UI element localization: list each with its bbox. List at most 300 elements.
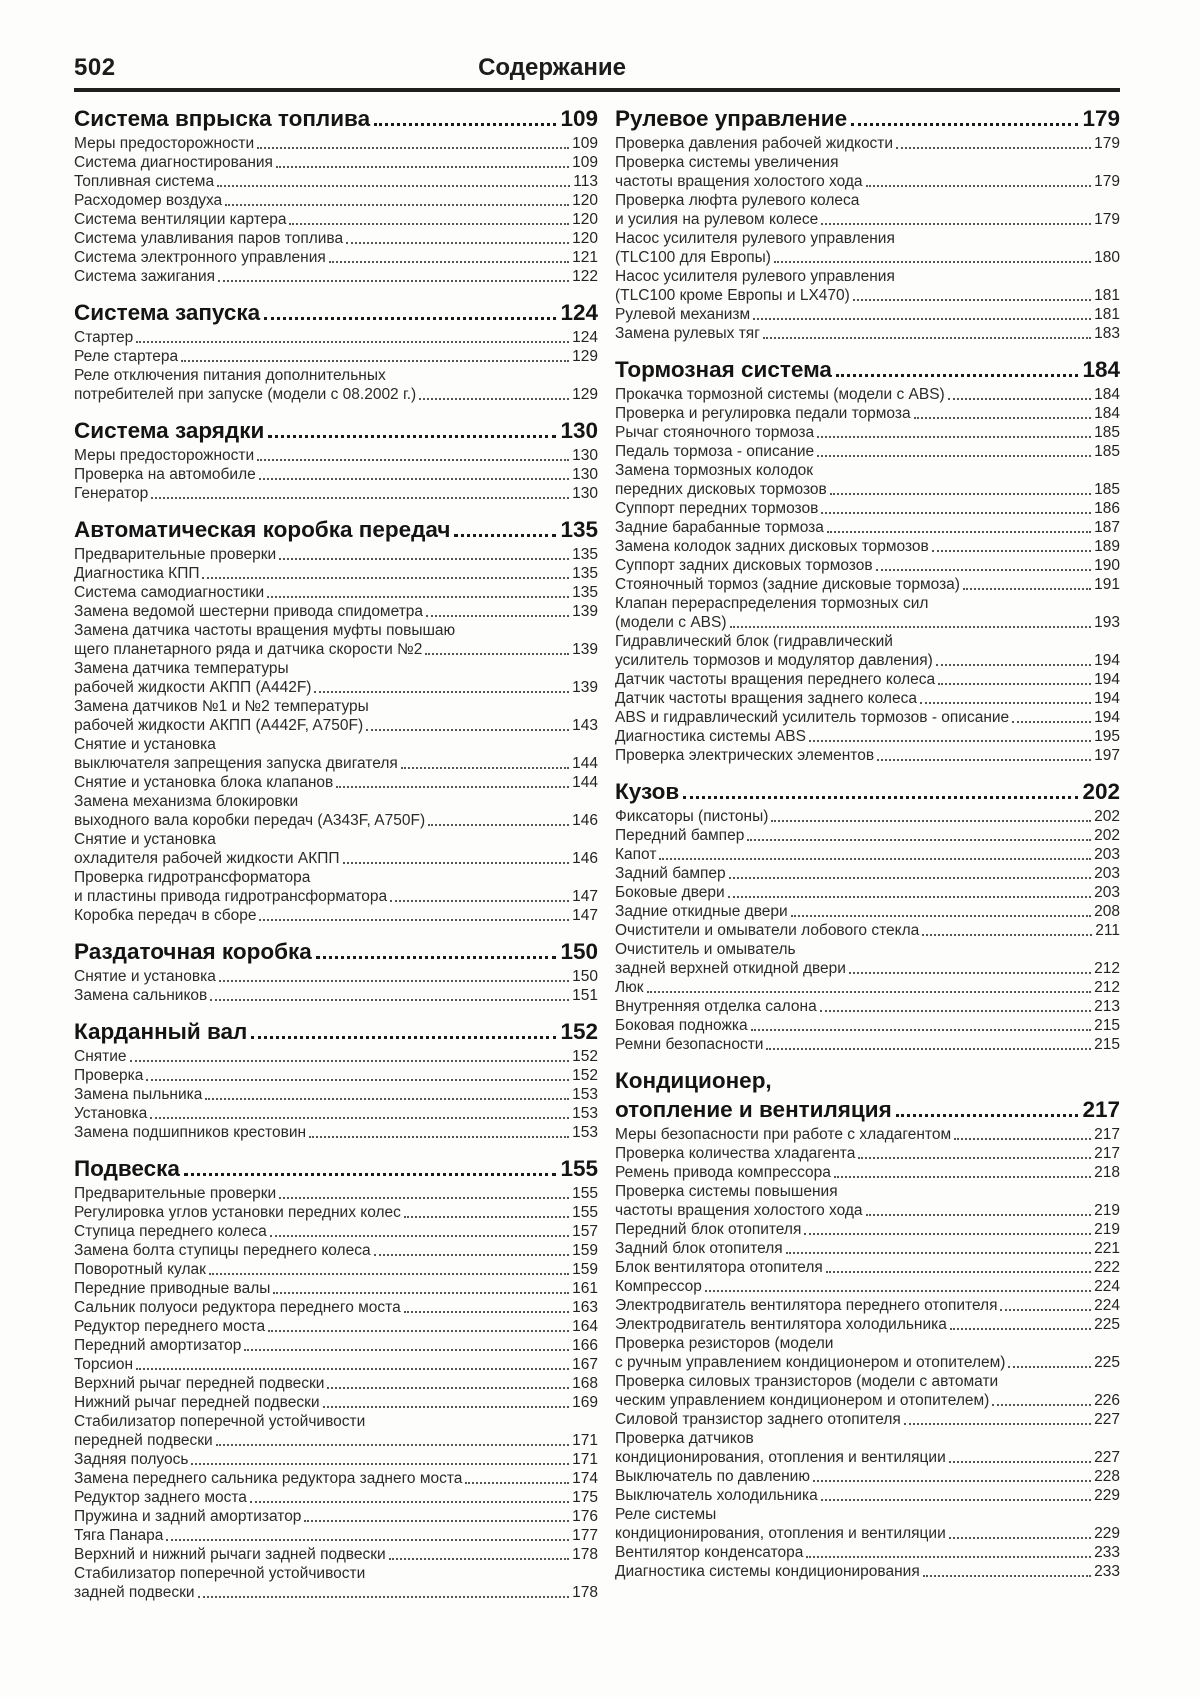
entry-text: Проверка количества хладагента	[615, 1145, 856, 1162]
dot-leader	[923, 1575, 1091, 1577]
section-page-number: 135	[560, 517, 598, 542]
entry-text: Проверка системы увеличения	[615, 154, 839, 171]
toc-entry-row	[615, 1410, 1120, 1429]
toc-entry-row	[615, 1448, 1120, 1467]
entry-page-number: 129	[572, 386, 598, 403]
toc-section	[74, 1018, 598, 1142]
toc-section	[615, 1067, 1120, 1581]
entry-text: охладителя рабочей жидкости АКПП	[74, 850, 340, 867]
toc-entry-row	[74, 347, 598, 366]
toc-column-left	[74, 105, 598, 1615]
entry-text: Суппорт задних дисковых тормозов	[615, 557, 873, 574]
toc-entry-row	[615, 404, 1120, 423]
section-title-row	[615, 778, 1120, 805]
dot-leader	[904, 1423, 1091, 1425]
entry-page-number: 161	[572, 1280, 598, 1297]
dot-leader	[304, 1520, 569, 1522]
entry-text: Система зажигания	[74, 268, 216, 285]
toc-entry-row	[615, 1220, 1120, 1239]
dot-leader	[426, 615, 569, 617]
toc-entry-row	[615, 210, 1120, 229]
entry-text: Меры предосторожности	[74, 135, 255, 152]
dot-leader	[728, 896, 1091, 898]
entry-page-number: 190	[1094, 557, 1120, 574]
entry-text: Система электронного управления	[74, 249, 326, 266]
entry-text: Прокачка тормозной системы (модели с ABS)	[615, 386, 945, 403]
entry-text: Реле отключения питания дополнительных	[74, 367, 386, 384]
toc-entry-row	[74, 564, 598, 583]
section-title-text: Кузов	[615, 779, 680, 804]
entry-page-number: 135	[572, 584, 598, 601]
toc-section	[74, 1155, 598, 1602]
toc-entry-row	[74, 830, 598, 849]
entry-text: Выключатель по давлению	[615, 1468, 810, 1485]
toc-entry-row	[615, 191, 1120, 210]
entry-page-number: 213	[1094, 998, 1120, 1015]
toc-entry-row	[615, 708, 1120, 727]
toc-entry-row	[615, 1505, 1120, 1524]
dot-leader	[316, 956, 557, 959]
section-title-text: Система запуска	[74, 300, 261, 325]
toc-entry-row	[74, 1393, 598, 1412]
entry-page-number: 221	[1094, 1240, 1120, 1257]
toc-entry-row	[74, 1507, 598, 1526]
entry-page-number: 122	[572, 268, 598, 285]
entry-text: частоты вращения холостого хода	[615, 1202, 863, 1219]
toc-columns	[74, 105, 1120, 1615]
dot-leader	[465, 1482, 569, 1484]
dot-leader	[268, 1330, 569, 1332]
toc-entry-row	[74, 191, 598, 210]
toc-entry-row	[74, 1488, 598, 1507]
dot-leader	[268, 435, 556, 438]
entry-text: Проверка люфта рулевого колеса	[615, 192, 860, 209]
entry-page-number: 178	[572, 1584, 598, 1601]
entry-text: Замена датчика температуры	[74, 660, 289, 677]
toc-entry-row	[74, 735, 598, 754]
entry-text: Стояночный тормоз (задние дисковые тормоза)	[615, 576, 960, 593]
entry-page-number: 193	[1094, 614, 1120, 631]
dot-leader	[279, 1197, 569, 1199]
toc-entry-row	[615, 229, 1120, 248]
toc-entry-row	[615, 134, 1120, 153]
entry-page-number: 222	[1094, 1259, 1120, 1276]
toc-entry-row	[615, 632, 1120, 651]
toc-entry-row	[74, 967, 598, 986]
dot-leader	[821, 512, 1091, 514]
entry-text: Замена механизма блокировки	[74, 793, 299, 810]
entry-text: Замена тормозных колодок	[615, 462, 814, 479]
dot-leader	[343, 862, 570, 864]
toc-entry-row	[74, 366, 598, 385]
entry-text: с ручным управлением кондиционером и отопителем)	[615, 1354, 1006, 1371]
entry-text: Передний бампер	[615, 827, 745, 844]
section-title-text: Система зарядки	[74, 418, 265, 443]
entry-text: Фиксаторы (пистоны)	[615, 808, 769, 825]
entry-text: Стабилизатор поперечной устойчивости	[74, 1413, 366, 1430]
entry-page-number: 175	[572, 1489, 598, 1506]
dot-leader	[404, 1311, 569, 1313]
entry-text: Диагностика системы кондиционирования	[615, 1563, 920, 1580]
entry-page-number: 194	[1094, 671, 1120, 688]
toc-entry-row	[615, 1315, 1120, 1334]
toc-entry-row	[615, 940, 1120, 959]
toc-entry-row	[74, 1450, 598, 1469]
toc-entry-row	[74, 1222, 598, 1241]
toc-section	[74, 417, 598, 503]
dot-leader	[804, 1233, 1091, 1235]
dot-leader	[948, 398, 1091, 400]
entry-page-number: 184	[1094, 386, 1120, 403]
dot-leader	[1008, 1366, 1091, 1368]
toc-entry-row	[615, 1562, 1120, 1581]
entry-page-number: 194	[1094, 709, 1120, 726]
entry-page-number: 233	[1094, 1544, 1120, 1561]
entry-text: Предварительные проверки	[74, 546, 277, 563]
dot-leader	[184, 1173, 557, 1176]
dot-leader	[806, 1556, 1091, 1558]
toc-entry-row	[74, 1317, 598, 1336]
entry-text: Задний блок отопителя	[615, 1240, 783, 1257]
entry-page-number: 167	[572, 1356, 598, 1373]
dot-leader	[346, 242, 569, 244]
entry-text: (TLC100 для Европы)	[615, 249, 771, 266]
entry-text: рабочей жидкости АКПП (A442F, A750F)	[74, 717, 364, 734]
section-page-number: 152	[560, 1019, 598, 1044]
entry-text: Сальник полуоси редуктора переднего моста	[74, 1299, 401, 1316]
toc-entry-row	[615, 727, 1120, 746]
dot-leader	[419, 398, 569, 400]
toc-entry-row	[74, 1123, 598, 1142]
section-title-row	[615, 105, 1120, 132]
toc-entry-row	[74, 697, 598, 716]
dot-leader	[336, 786, 569, 788]
toc-entry-row	[74, 328, 598, 347]
dot-leader	[920, 702, 1091, 704]
entry-page-number: 203	[1094, 865, 1120, 882]
toc-entry-row	[615, 385, 1120, 404]
entry-page-number: 146	[572, 850, 598, 867]
entry-text: Снятие и установка	[74, 968, 216, 985]
entry-page-number: 153	[572, 1086, 598, 1103]
dot-leader	[830, 493, 1091, 495]
entry-page-number: 203	[1094, 846, 1120, 863]
section-page-number: 155	[560, 1156, 598, 1181]
entry-text: ческим управлением кондиционером и отопителем)	[615, 1392, 990, 1409]
toc-entry-row	[615, 1182, 1120, 1201]
dot-leader	[963, 588, 1091, 590]
entry-text: Редуктор переднего моста	[74, 1318, 266, 1335]
entry-page-number: 146	[572, 812, 598, 829]
dot-leader	[216, 1444, 569, 1446]
entry-text: Замена пыльника	[74, 1086, 203, 1103]
entry-text: Проверка датчиков	[615, 1430, 754, 1447]
dot-leader	[751, 1029, 1092, 1031]
toc-entry-row	[615, 518, 1120, 537]
toc-entry-row	[615, 826, 1120, 845]
dot-leader	[257, 147, 569, 149]
dot-leader	[259, 478, 569, 480]
section-title-text: Тормозная система	[615, 357, 832, 382]
entry-text: Меры предосторожности	[74, 447, 255, 464]
entry-page-number: 169	[572, 1394, 598, 1411]
dot-leader	[270, 1235, 569, 1237]
section-page-number: 179	[1082, 106, 1120, 131]
toc-section	[74, 299, 598, 404]
dot-leader	[992, 1404, 1091, 1406]
entry-text: Педаль тормоза - описание	[615, 443, 815, 460]
entry-page-number: 227	[1094, 1449, 1120, 1466]
entry-page-number: 124	[572, 329, 598, 346]
entry-text: Стартер	[74, 329, 134, 346]
toc-entry-row	[615, 1163, 1120, 1182]
section-title-row	[74, 1155, 598, 1182]
entry-text: Задние барабанные тормоза	[615, 519, 824, 536]
entry-text: задней верхней откидной двери	[615, 960, 846, 977]
entry-text: Диагностика системы ABS	[615, 728, 806, 745]
dot-leader	[209, 1273, 569, 1275]
toc-entry-row	[615, 883, 1120, 902]
entry-text: Ступица переднего колеса	[74, 1223, 267, 1240]
entry-page-number: 225	[1094, 1354, 1120, 1371]
entry-page-number: 168	[572, 1375, 598, 1392]
dot-leader	[853, 299, 1091, 301]
dot-leader	[257, 459, 569, 461]
entry-page-number: 155	[572, 1185, 598, 1202]
toc-entry-row	[74, 1066, 598, 1085]
dot-leader	[264, 317, 556, 320]
toc-entry-row	[615, 959, 1120, 978]
entry-page-number: 215	[1094, 1017, 1120, 1034]
toc-entry-row	[615, 1467, 1120, 1486]
entry-page-number: 130	[572, 466, 598, 483]
toc-entry-row	[74, 465, 598, 484]
entry-page-number: 211	[1095, 922, 1120, 939]
entry-page-number: 225	[1094, 1316, 1120, 1333]
toc-entry-row	[615, 1429, 1120, 1448]
section-title-row	[615, 1067, 1120, 1094]
entry-page-number: 177	[572, 1527, 598, 1544]
toc-entry-row	[74, 248, 598, 267]
entry-page-number: 186	[1094, 500, 1120, 517]
entry-page-number: 219	[1094, 1202, 1120, 1219]
entry-page-number: 147	[572, 907, 598, 924]
entry-text: Предварительные проверки	[74, 1185, 277, 1202]
entry-page-number: 152	[572, 1067, 598, 1084]
section-title-text: Кондиционер,	[615, 1068, 772, 1093]
section-page-number: 184	[1082, 357, 1120, 382]
dot-leader	[763, 337, 1091, 339]
toc-entry-row	[74, 1412, 598, 1431]
entry-text: Система вентиляции картера	[74, 211, 287, 228]
dot-leader	[817, 455, 1091, 457]
dot-leader	[401, 767, 569, 769]
entry-text: Верхний и нижний рычаги задней подвески	[74, 1546, 386, 1563]
entry-text: Проверка силовых транзисторов (модели с автомати	[615, 1373, 999, 1390]
entry-page-number: 130	[572, 447, 598, 464]
toc-entry-row	[74, 484, 598, 503]
entry-page-number: 219	[1094, 1221, 1120, 1238]
toc-entry-row	[74, 172, 598, 191]
entry-text: Снятие и установка блока клапанов	[74, 774, 334, 791]
toc-entry-row	[74, 1526, 598, 1545]
entry-page-number: 194	[1094, 690, 1120, 707]
dot-leader	[366, 729, 569, 731]
entry-page-number: 202	[1094, 808, 1120, 825]
entry-page-number: 197	[1094, 747, 1120, 764]
toc-entry-row	[74, 773, 598, 792]
toc-entry-row	[74, 1298, 598, 1317]
entry-page-number: 181	[1094, 306, 1120, 323]
dot-leader	[730, 626, 1092, 628]
entry-page-number: 155	[572, 1204, 598, 1221]
toc-entry-row	[74, 1583, 598, 1602]
toc-entry-row	[615, 153, 1120, 172]
dot-leader	[876, 569, 1092, 571]
entry-page-number: 113	[573, 173, 598, 190]
toc-entry-row	[615, 1543, 1120, 1562]
dot-leader	[323, 1406, 570, 1408]
dot-leader	[259, 919, 569, 921]
entry-page-number: 208	[1094, 903, 1120, 920]
entry-page-number: 109	[572, 154, 598, 171]
entry-page-number: 227	[1094, 1411, 1120, 1428]
entry-text: Замена датчика частоты вращения муфты повышаю	[74, 622, 456, 639]
dot-leader	[809, 740, 1091, 742]
entry-text: передней подвески	[74, 1432, 213, 1449]
dot-leader	[949, 1537, 1091, 1539]
entry-text: Ремень привода компрессора	[615, 1164, 831, 1181]
toc-entry-row	[74, 792, 598, 811]
toc-entry-row	[615, 480, 1120, 499]
toc-entry-row	[74, 1545, 598, 1564]
section-page-number: 109	[560, 106, 598, 131]
dot-leader	[279, 558, 569, 560]
entry-text: Редуктор заднего моста	[74, 1489, 247, 1506]
dot-leader	[938, 683, 1091, 685]
toc-entry-row	[615, 807, 1120, 826]
toc-entry-row	[615, 537, 1120, 556]
entry-text: Диагностика КПП	[74, 565, 200, 582]
dot-leader	[866, 1214, 1092, 1216]
entry-page-number: 152	[572, 1048, 598, 1065]
toc-entry-row	[74, 446, 598, 465]
dot-leader	[866, 185, 1092, 187]
entry-text: Боковые двери	[615, 884, 725, 901]
toc-entry-row	[74, 716, 598, 735]
toc-entry-row	[615, 997, 1120, 1016]
entry-page-number: 224	[1094, 1297, 1120, 1314]
entry-text: Насос усилителя рулевого управления	[615, 268, 895, 285]
entry-text: Передний амортизатор	[74, 1337, 242, 1354]
section-page-number: 150	[560, 939, 598, 964]
dot-leader	[851, 123, 1078, 126]
entry-page-number: 224	[1094, 1278, 1120, 1295]
toc-entry-row	[615, 575, 1120, 594]
entry-text: Расходомер воздуха	[74, 192, 223, 209]
toc-entry-row	[615, 1486, 1120, 1505]
entry-page-number: 135	[572, 546, 598, 563]
toc-entry-row	[615, 1524, 1120, 1543]
toc-entry-row	[74, 1085, 598, 1104]
entry-page-number: 203	[1094, 884, 1120, 901]
entry-text: Блок вентилятора отопителя	[615, 1259, 823, 1276]
entry-text: Задняя полуось	[74, 1451, 189, 1468]
section-title-row	[74, 516, 598, 543]
entry-text: Замена колодок задних дисковых тормозов	[615, 538, 929, 555]
entry-text: Система самодиагностики	[74, 584, 265, 601]
entry-page-number: 191	[1094, 576, 1120, 593]
entry-text: (TLC100 кроме Европы и LX470)	[615, 287, 850, 304]
dot-leader	[683, 796, 1078, 799]
entry-text: Замена рулевых тяг	[615, 325, 760, 342]
entry-text: Проверка и регулировка педали тормоза	[615, 405, 911, 422]
dot-leader	[146, 1079, 569, 1081]
entry-text: Проверка гидротрансформатора	[74, 869, 311, 886]
entry-text: и пластины привода гидротрансформатора	[74, 888, 388, 905]
entry-text: выходного вала коробки передач (A343F, A750F)	[74, 812, 426, 829]
toc-entry-row	[615, 1391, 1120, 1410]
entry-page-number: 139	[572, 679, 598, 696]
dot-leader	[834, 1176, 1091, 1178]
entry-text: Силовой транзистор заднего отопителя	[615, 1411, 901, 1428]
entry-page-number: 179	[1094, 135, 1120, 152]
toc-entry-row	[74, 583, 598, 602]
page-header	[74, 54, 1120, 92]
dot-leader	[858, 1157, 1091, 1159]
dot-leader	[217, 185, 570, 187]
toc-entry-row	[615, 267, 1120, 286]
entry-page-number: 139	[572, 603, 598, 620]
dot-leader	[151, 497, 569, 499]
entry-text: Датчик частоты вращения переднего колеса	[615, 671, 936, 688]
entry-text: Замена подшипников крестовин	[74, 1124, 307, 1141]
dot-leader	[647, 991, 1092, 993]
entry-page-number: 164	[572, 1318, 598, 1335]
dot-leader	[428, 824, 569, 826]
dot-leader	[771, 820, 1091, 822]
section-page-number: 202	[1082, 779, 1120, 804]
dot-leader	[390, 900, 569, 902]
dot-leader	[922, 934, 1092, 936]
toc-entry-row	[615, 746, 1120, 765]
toc-section	[74, 516, 598, 925]
dot-leader	[191, 1463, 569, 1465]
section-title-text: Рулевое управление	[615, 106, 848, 131]
toc-entry-row	[74, 1203, 598, 1222]
entry-page-number: 143	[572, 717, 598, 734]
toc-section	[74, 938, 598, 1005]
entry-text: Верхний рычаг передней подвески	[74, 1375, 325, 1392]
toc-entry-row	[74, 210, 598, 229]
dot-leader	[747, 839, 1091, 841]
toc-entry-row	[615, 613, 1120, 632]
dot-leader	[950, 1328, 1091, 1330]
entry-text: Компрессор	[615, 1278, 702, 1295]
section-title-row	[615, 356, 1120, 383]
toc-entry-row	[74, 640, 598, 659]
toc-entry-row	[615, 978, 1120, 997]
toc-section	[615, 356, 1120, 765]
dot-leader	[225, 204, 569, 206]
toc-entry-row	[615, 1144, 1120, 1163]
toc-entry-row	[74, 385, 598, 404]
entry-page-number: 179	[1094, 211, 1120, 228]
dot-leader	[659, 858, 1091, 860]
toc-entry-row	[615, 1277, 1120, 1296]
entry-text: Датчик частоты вращения заднего колеса	[615, 690, 917, 707]
toc-entry-row	[615, 921, 1120, 940]
